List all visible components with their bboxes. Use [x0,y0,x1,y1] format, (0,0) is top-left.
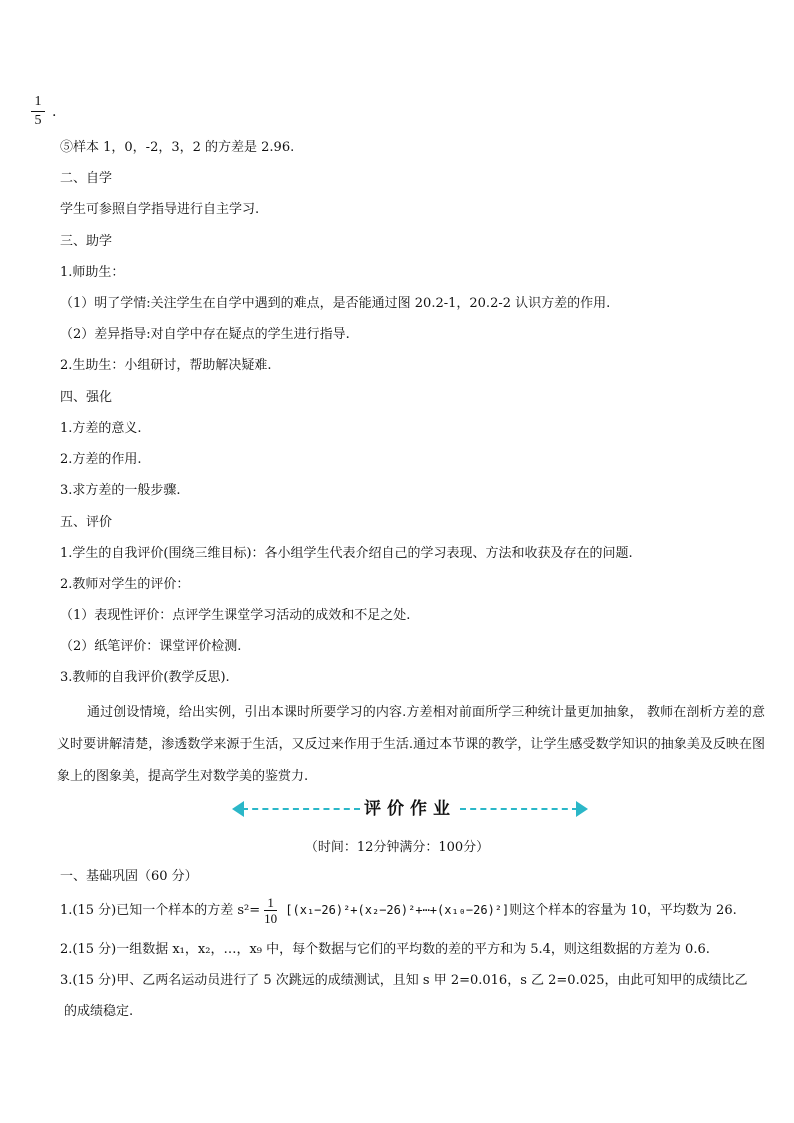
text-line: （1）表现性评价：点评学生课堂学习活动的成效和不足之处. [60,608,411,623]
question-2: 2.(15 分)一组数据 x₁，x₂，…，x₉ 中，每个数据与它们的平均数的差的平方和为 5.4，则这组数据的方差为 0.6. [60,942,710,957]
fraction-numerator: 1 [34,94,42,109]
variance-example-line: ⑤样本 1，0，-2，3，2 的方差是 2.96. [60,140,295,155]
text-line: 2.方差的作用. [60,452,142,467]
question-1 [60,893,737,928]
q1-fraction [264,895,277,926]
heading-self-study: 二、自学 [60,171,113,186]
reflection-paragraph: 通过创设情境，给出实例，引出本课时所要学习的内容.方差相对前面所学三种统计量更加抽象， 教师在剖析方差的意义时要讲解清楚，渗透数学来源于生活，又反过来作用于生活.通过本节课的教学，让学生感受数学知识的抽象美及反映在图象上的图象美，提高学生对数学美的鉴赏力. [57,705,765,784]
text-line: 3.求方差的一般步骤. [60,483,181,498]
heading-reinforce: 四、强化 [60,390,113,405]
text-line: 1.师助生： [60,265,125,280]
fraction-denominator: 5 [34,113,42,128]
dashed-line-right [460,808,578,810]
text-line: （1）明了学情:关注学生在自学中遇到的难点，是否能通过图 20.2-1，20.2-2 认识方差的作用. [60,296,611,311]
banner-title: 评价作业 [364,799,456,819]
text-line: 1.方差的意义. [60,421,142,436]
fraction-period: . [52,104,57,120]
fraction-bar [31,111,45,112]
text-line: 2.生助生：小组研讨，帮助解决疑难. [60,358,272,373]
time-note: （时间：12分钟满分：100分） [304,840,490,855]
arrow-right-icon [576,801,588,817]
heading-assist: 三、助学 [60,234,113,249]
q1-prefix: 1.(15 分)已知一个样本的方差 s²= [60,903,261,918]
heading-evaluate: 五、评价 [60,515,113,530]
text-line: 2.教师对学生的评价： [60,577,190,592]
q1-frac-num: 1 [267,895,274,910]
text-line: 3.教师的自我评价(教学反思). [60,670,230,685]
question-3: 3.(15 分)甲、乙两名运动员进行了 5 次跳远的成绩测试，且知 s 甲 2=0.016，s 乙 2=0.025，由此可知甲的成绩比乙 [60,973,748,988]
text-line: （2）差异指导:对自学中存在疑点的学生进行指导. [60,327,350,342]
fraction-one-fifth [31,94,45,129]
text-line: 学生可参照自学指导进行自主学习. [60,202,260,217]
q1-formula: [(x₁−26)²+(x₂−26)²+⋯+(x₁₀−26)²] [285,903,510,917]
q1-frac-den: 10 [264,911,278,926]
text-line: 1.学生的自我评价(围绕三维目标)：各小组学生代表介绍自己的学习表现、方法和收获及存在的问题. [60,546,633,561]
assignment-banner [232,796,588,822]
question-3-cont: 的成绩稳定. [64,1004,134,1019]
section-basic: 一、基础巩固（60 分） [60,869,198,884]
q1-suffix: 则这个样本的容量为 10，平均数为 26. [509,903,737,918]
text-line: （2）纸笔评价：课堂评价检测. [60,639,242,654]
